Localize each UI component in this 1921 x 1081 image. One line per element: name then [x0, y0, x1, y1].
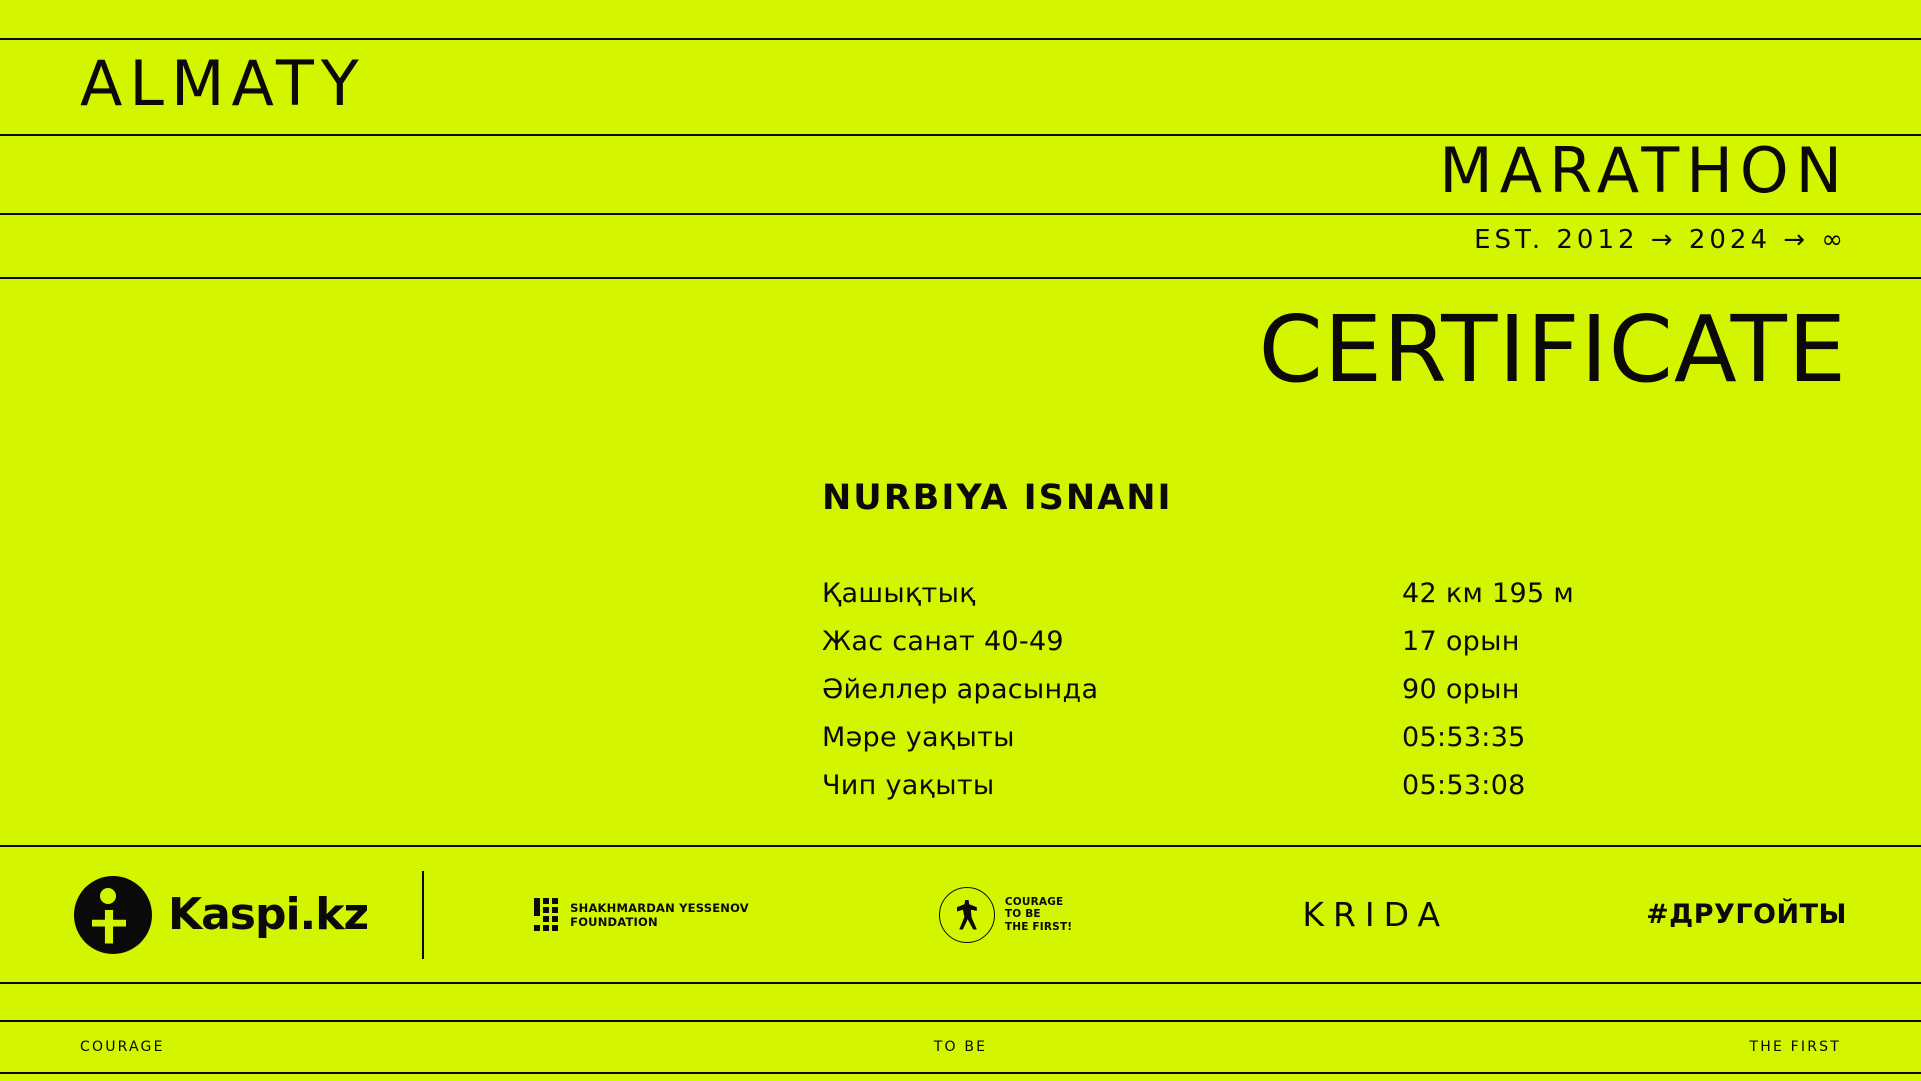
results-table — [822, 578, 1852, 818]
table-row — [822, 626, 1852, 674]
tagline-right: THE FIRST — [1749, 1039, 1841, 1055]
result-label: Чип уақыты — [822, 770, 995, 801]
brand-almaty: ALMATY — [80, 47, 366, 120]
table-row — [822, 722, 1852, 770]
divider-line — [0, 982, 1921, 984]
table-row — [822, 578, 1852, 626]
sponsor-krida: KRIDA — [1302, 895, 1450, 934]
sponsor-drugoity: #ДРУГОЙТЫ — [1646, 899, 1847, 930]
result-label: Мәре уақыты — [822, 722, 1015, 753]
divider-line — [0, 277, 1921, 279]
table-row — [822, 770, 1852, 818]
table-row — [822, 674, 1852, 722]
yessenov-logo-icon — [534, 898, 558, 931]
result-value: 42 км 195 м — [1402, 578, 1574, 609]
vertical-divider — [422, 871, 424, 959]
page-title: CERTIFICATE — [1258, 296, 1847, 403]
tagline-left: COURAGE — [80, 1039, 165, 1055]
result-label: Әйеллер арасында — [822, 674, 1099, 705]
ctbf-label-line1: COURAGE — [1004, 895, 1064, 908]
result-value: 05:53:08 — [1402, 770, 1526, 801]
sponsor-courage-to-be-the-first — [939, 887, 1072, 943]
footer-tagline — [0, 1022, 1921, 1072]
kaspi-logo-icon — [74, 876, 152, 954]
divider-line — [0, 1072, 1921, 1074]
corporate-fund-icon — [939, 887, 995, 943]
divider-line — [0, 213, 1921, 215]
sponsor-strip — [0, 847, 1921, 982]
divider-line — [0, 38, 1921, 40]
kaspi-label: Kaspi.kz — [168, 889, 369, 940]
result-label: Қашықтық — [822, 578, 976, 609]
yessenov-label-line2: FOUNDATION — [570, 914, 658, 929]
result-value: 05:53:35 — [1402, 722, 1526, 753]
athlete-name: NURBIYA ISNANI — [822, 478, 1173, 518]
yessenov-label-line1: SHAKHMARDAN YESSENOV — [570, 900, 749, 915]
result-value: 90 орын — [1402, 674, 1520, 705]
tagline-center: TO BE — [933, 1039, 988, 1055]
result-value: 17 орын — [1402, 626, 1520, 657]
brand-marathon: MARATHON — [1439, 134, 1849, 207]
ctbf-label-line3: THE FIRST! — [1004, 920, 1073, 933]
sponsor-kaspi — [74, 876, 368, 954]
established-line: EST. 2012 → 2024 → ∞ — [1474, 225, 1847, 255]
result-label: Жас санат 40-49 — [822, 626, 1064, 657]
sponsor-yessenov-foundation — [534, 898, 749, 931]
ctbf-label-line2: TO BE — [1004, 908, 1041, 921]
